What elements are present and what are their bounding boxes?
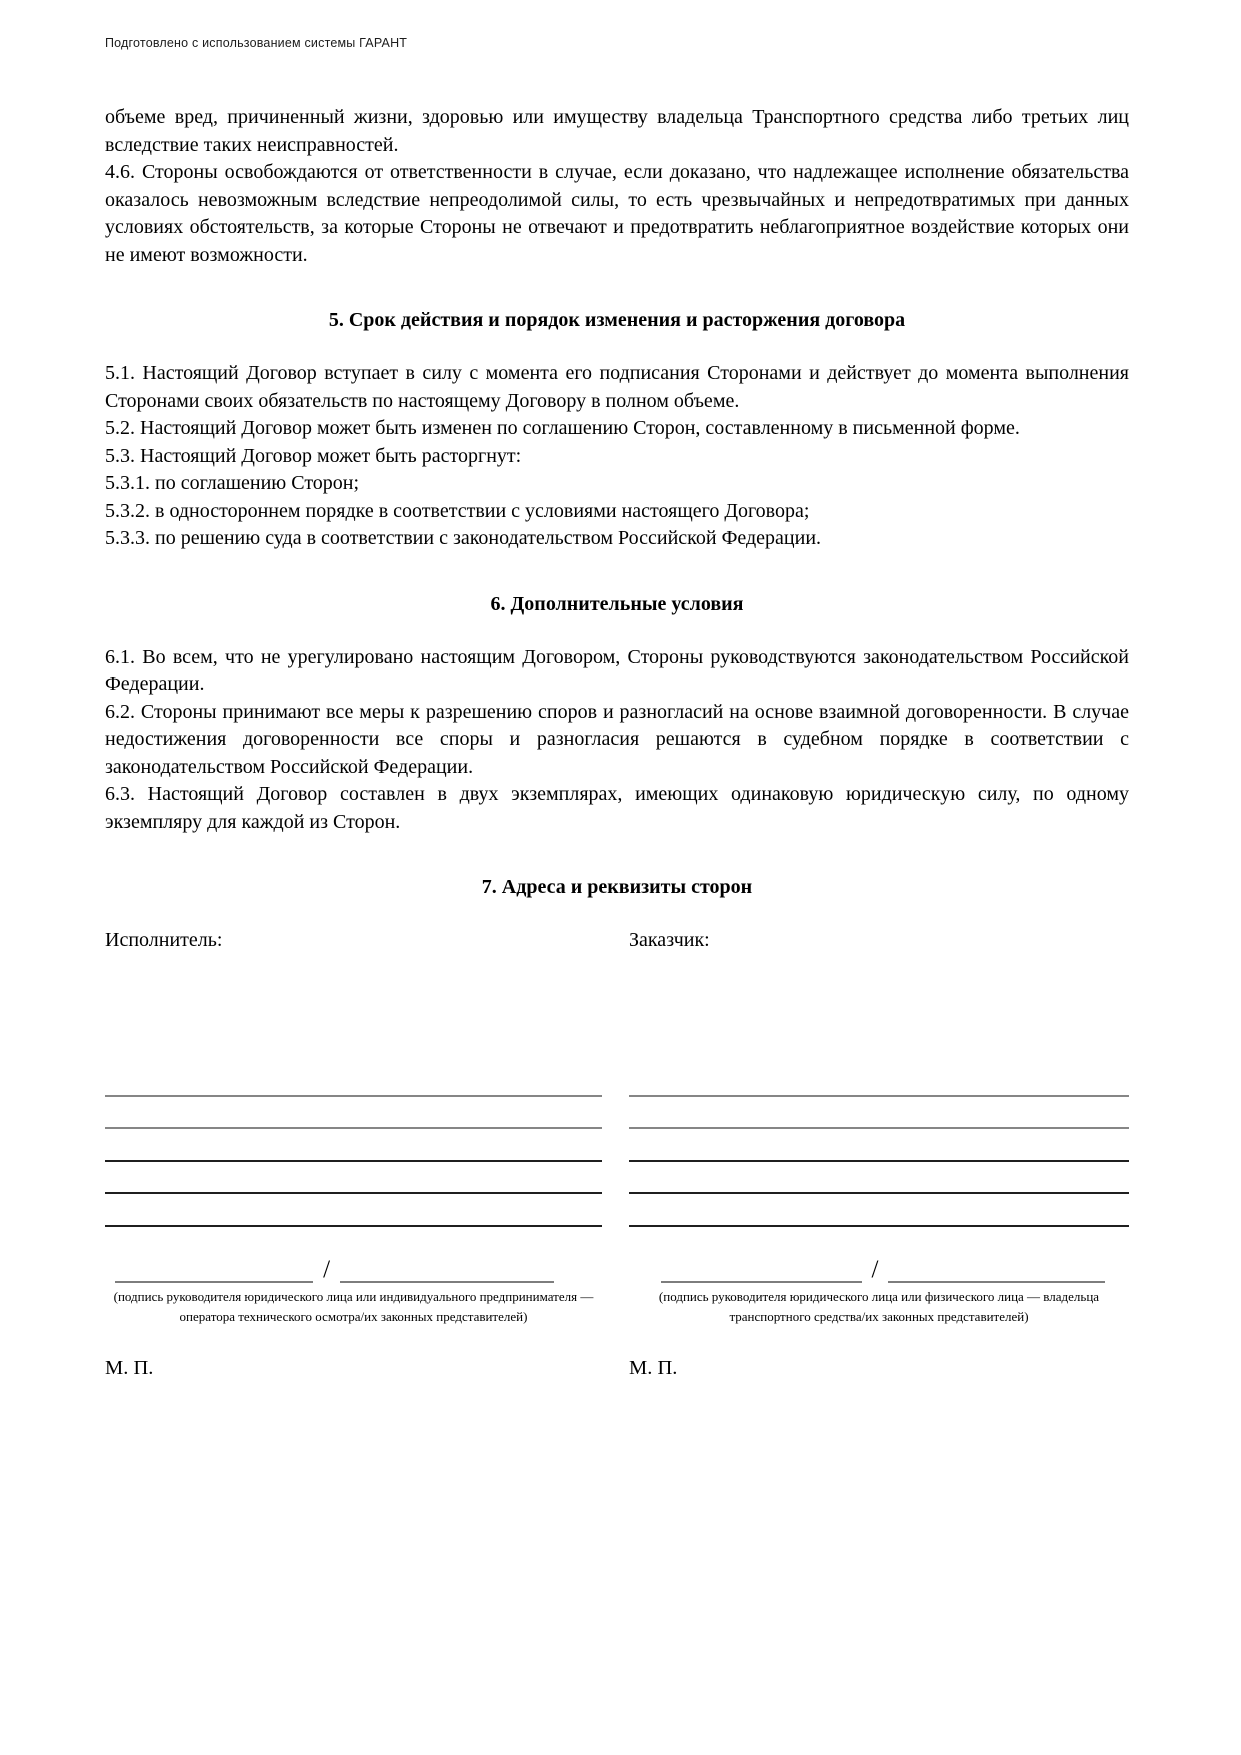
blank-fill-line [105,1097,602,1130]
blank-fill-line [105,1162,602,1195]
paragraph-5-3-1: 5.3.1. по соглашению Сторон; [105,472,360,494]
garant-watermark: Подготовлено с использованием системы ГАРАНТ [105,36,408,50]
executor-stamp-mark: М. П. [105,1356,154,1379]
blank-fill-line [629,1097,1129,1130]
section-heading-5: 5. Срок действия и порядок изменения и расторжения договора [328,309,906,331]
signature-name-line [888,1247,1105,1283]
document-body [105,104,1129,1380]
parties-block [105,927,1129,1380]
paragraph-6-1: 6.1. Во всем, что не урегулировано настоящим Договором, Стороны руководствуются законодательством Российской Федерации. [105,645,1129,695]
blank-fill-line [105,1129,602,1162]
customer-signature-caption: (подпись руководителя юридического лица или физического лица — владельца транспортного средства/их законных представителей) [658,1288,1100,1324]
blank-fill-line [629,1162,1129,1195]
section-heading-6: 6. Дополнительные условия [490,592,744,615]
signature-line [115,1247,313,1283]
paragraph-5-3-3: 5.3.3. по решению суда в соответствии с законодательством Российской Федерации. [105,527,822,549]
blank-fill-line [629,1064,1129,1097]
executor-label: Исполнитель: [105,929,223,951]
customer-label: Заказчик: [629,929,710,951]
paragraph-6-3: 6.3. Настоящий Договор составлен в двух экземплярах, имеющих одинаковую юридическую силу, по одному экземпляру для каждой из Сторон. [105,783,1129,833]
signature-line [661,1247,862,1283]
executor-requisites-lines [105,1064,602,1227]
party-customer [629,927,1129,1380]
blank-fill-line [105,1194,602,1227]
paragraph-5-2: 5.2. Настоящий Договор может быть изменен по соглашению Сторон, составленному в письменной форме. [105,417,1020,439]
paragraph-6-2: 6.2. Стороны принимают все меры к разрешению споров и разногласий на основе взаимной договоренности. В случае недостижения договоренности все споры и разногласия решаются в судебном порядке в соответствии с законодательством Российской Федерации. [105,700,1129,778]
section-heading-7: 7. Адреса и реквизиты сторон [481,876,753,898]
blank-fill-line [105,1064,602,1097]
party-executor [105,927,602,1380]
blank-fill-line [629,1129,1129,1162]
signature-separator: / [871,1255,879,1283]
signature-separator: / [323,1255,331,1283]
executor-signature-caption: (подпись руководителя юридического лица или индивидуального предпринимателя — оператора технического осмотра/их законных представителей) [113,1288,594,1324]
signature-name-line [340,1247,554,1283]
paragraph-4-6: 4.6. Стороны освобождаются от ответственности в случае, если доказано, что надлежащее исполнение обязательства оказалось невозможным вследствие непреодолимой силы, то есть чрезвычайных и непредотвратимых при данных условиях обстоятельств, за которые Стороны не отвечают и предотвратить неблагоприятное воздействие которых они не имеют возможности. [105,161,1129,266]
customer-signature-row [629,1247,1129,1283]
blank-fill-line [629,1194,1129,1227]
customer-stamp-mark: М. П. [629,1356,678,1379]
executor-signature-row [105,1247,602,1283]
paragraph-5-3: 5.3. Настоящий Договор может быть расторгнут: [105,444,522,467]
paragraph-5-1: 5.1. Настоящий Договор вступает в силу с момента его подписания Сторонами и действует до момента выполнения Сторонами своих обязательств по настоящему Договору в полном объеме. [105,362,1129,412]
paragraph-carryover: объеме вред, причиненный жизни, здоровью или имуществу владельца Транспортного средства либо третьих лиц вследствие таких неисправностей. [105,106,1129,156]
customer-requisites-lines [629,1064,1129,1227]
paragraph-5-3-2: 5.3.2. в одностороннем порядке в соответствии с условиями настоящего Договора; [105,499,810,522]
